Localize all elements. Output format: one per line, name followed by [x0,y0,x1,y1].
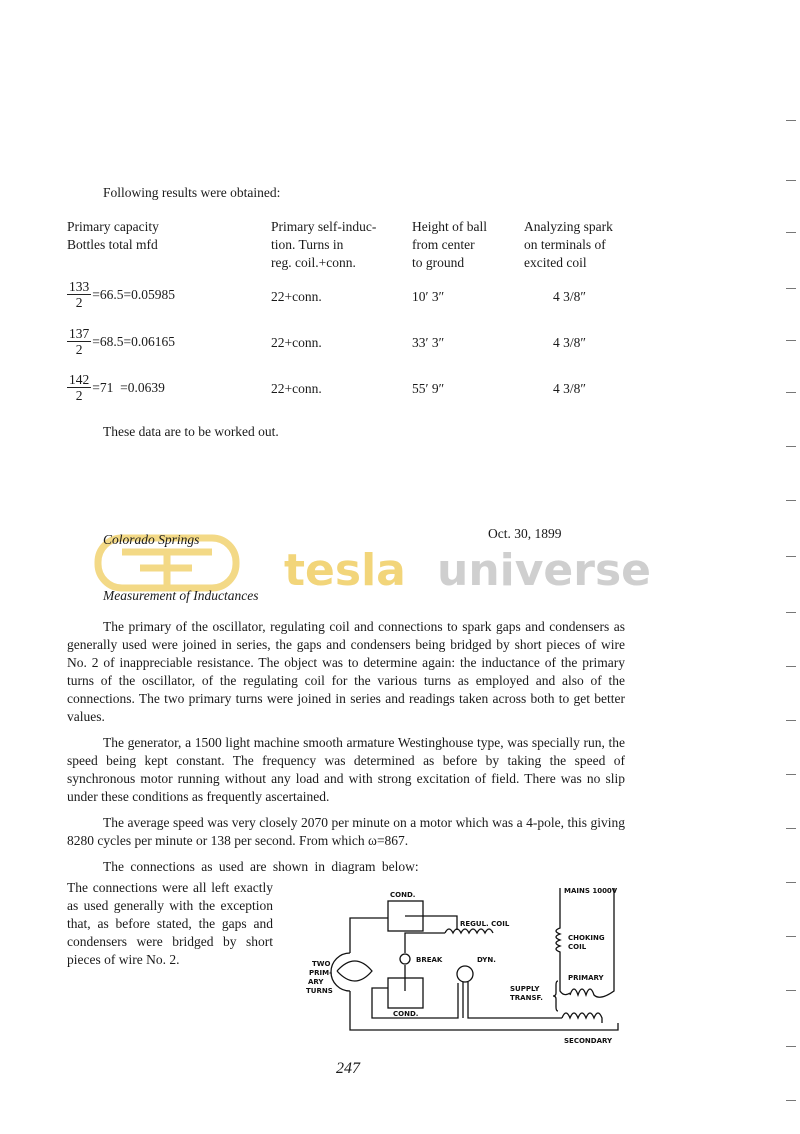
paragraph: The average speed was very closely 2070 per minute on a motor which was a 4-pole, this giving 8280 cycles per minute or 138 per second. From which ω=867. [67,815,625,848]
header-line: Bottles total mfd [67,237,158,252]
margin-mark [786,666,796,667]
label-coil: COIL [568,943,587,951]
margin-mark [786,990,796,991]
header-line: tion. Turns in [271,237,344,252]
margin-mark [786,288,796,289]
label-secondary: SECONDARY [564,1037,613,1045]
height-cell: 55′ 9″ [412,381,445,396]
margin-mark [786,1100,796,1101]
margin-mark [786,1046,796,1047]
entry-date: Oct. 30, 1899 [488,526,562,541]
label-choking: CHOKING [568,934,605,942]
capacity-cell [67,279,175,310]
capacity-value: =66.5=0.05985 [92,286,175,302]
col-header-capacity [67,218,159,254]
body-text [67,618,625,1048]
label-dyn: DYN. [477,956,496,964]
capacity-value: =68.5=0.06165 [92,333,175,349]
margin-mark [786,720,796,721]
capacity-value: =71 =0.0639 [92,379,165,395]
header-line: Height of ball [412,219,487,234]
capacity-cell [67,372,165,403]
numerator: 137 [69,326,90,341]
capacity-cell [67,326,175,357]
margin-mark [786,556,796,557]
numerator: 142 [69,372,90,387]
intro-text: Following results were obtained: [103,185,281,200]
height-cell: 33′ 3″ [412,335,445,350]
spark-cell: 4 3/8″ [553,289,586,304]
header-line: on terminals of [524,237,606,252]
label-two: TWO [312,960,331,968]
label-mains: MAINS 1000V [564,887,618,895]
turns-cell: 22+conn. [271,289,322,304]
margin-mark [786,446,796,447]
margin-mark [786,500,796,501]
col-header-self-induction [271,218,376,272]
label-primary: PRIMARY [568,974,604,982]
header-line: to ground [412,255,465,270]
label-break: BREAK [416,956,443,964]
denominator: 2 [75,388,83,403]
spark-cell: 4 3/8″ [553,335,586,350]
margin-mark [786,180,796,181]
margin-mark [786,120,796,121]
denominator: 2 [75,295,83,310]
numerator: 133 [69,279,90,294]
header-line: Primary self-induc- [271,219,377,234]
note-text: These data are to be worked out. [103,424,279,439]
header-line: Analyzing spark [524,219,613,234]
label-cond-bottom: COND. [393,1010,419,1018]
margin-mark [786,882,796,883]
diagram-row [67,879,625,1048]
denominator: 2 [75,342,83,357]
circuit-diagram [300,873,630,1048]
paragraph: The primary of the oscillator, regulating coil and connections to spark gaps and condensers as generally used were joined in series, the gaps and condensers being bridged by short pieces of wire No. 2 of inappreciable resistance. The object was to determine again: the inductance of the primary turns of the oscillator, of the regulating coil for the various turns as employed and also of the connections. The two primary turns were joined in series and readings taken across both to get better values. [67,619,625,724]
margin-mark [786,612,796,613]
paragraph: The connections as used are shown in diagram below: [103,859,419,874]
margin-mark [786,232,796,233]
header-line: Primary capacity [67,219,159,234]
margin-mark [786,828,796,829]
turns-cell: 22+conn. [271,335,322,350]
header-line: excited coil [524,255,587,270]
entry-place: Colorado Springs [103,532,200,547]
label-turns: TURNS [306,987,333,995]
paragraph: The generator, a 1500 light machine smooth armature Westinghouse type, was specially run, the speed being kept constant. The frequency was determined as before by taking the speed of synchronous motor running without any load and with strong excitation of field. There was no slip under these conditions as frequently ascertained. [67,735,625,804]
margin-mark [786,340,796,341]
margin-mark [786,392,796,393]
label-regul-coil: REGUL. COIL [460,920,510,928]
spark-cell: 4 3/8″ [553,381,586,396]
label-ary: ARY [308,978,324,986]
label-transf: TRANSF. [510,994,543,1002]
height-cell: 10′ 3″ [412,289,445,304]
col-header-height [412,218,487,272]
label-prim: PRIM- [309,969,332,977]
margin-mark [786,774,796,775]
watermark-word-universe: universe [437,545,651,596]
entry-title: Measurement of Inductances [103,588,259,603]
label-cond-top: COND. [390,891,416,899]
turns-cell: 22+conn. [271,381,322,396]
header-line: reg. coil.+conn. [271,255,356,270]
label-supply: SUPPLY [510,985,540,993]
margin-mark [786,936,796,937]
header-line: from center [412,237,475,252]
paragraph: The connections were all left exactly as used generally with the exception that, as before stated, the gaps and condensers were bridged by short pieces of wire No. 2. [67,880,273,967]
watermark-word-tesla: tesla [284,545,406,596]
col-header-spark [524,218,613,272]
page-number: 247 [336,1060,360,1077]
